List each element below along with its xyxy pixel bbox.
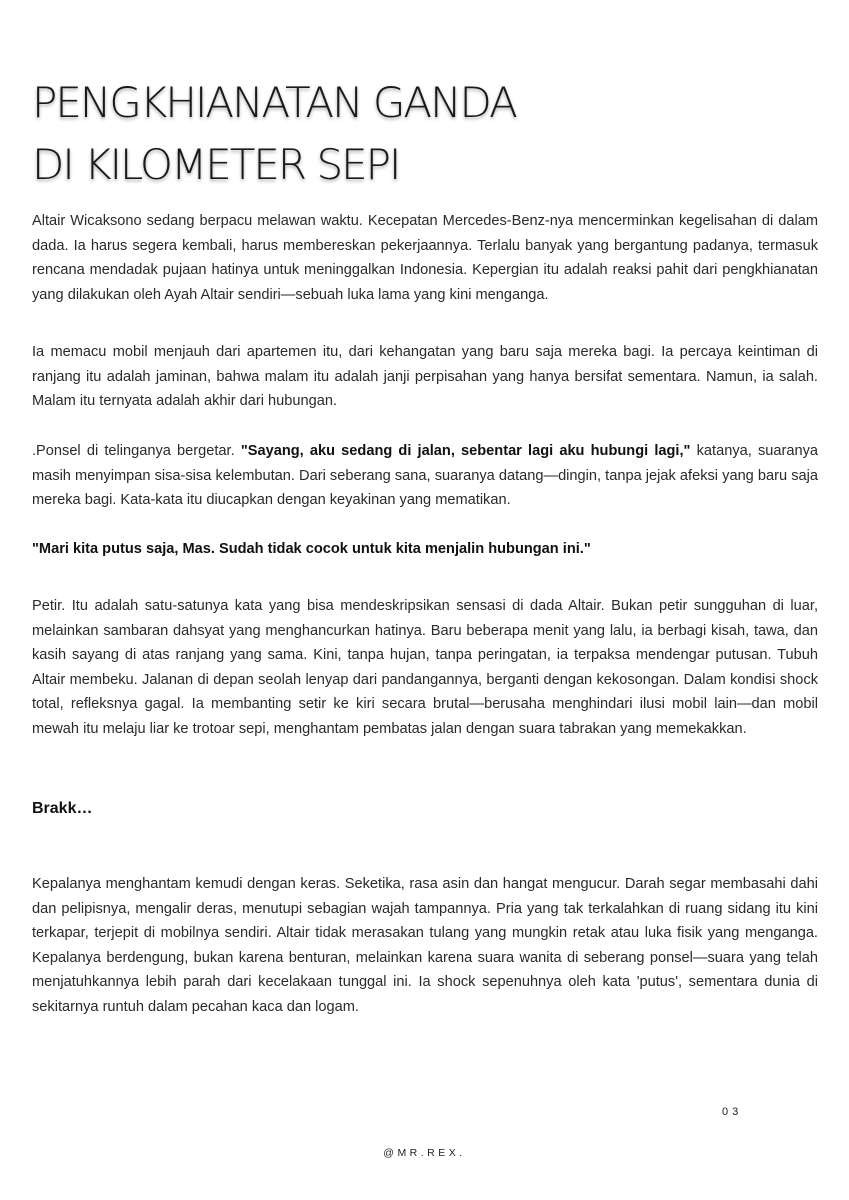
chapter-title-line-1: PENGKHIANATAN GANDA — [32, 78, 516, 127]
chapter-title — [32, 72, 516, 196]
paragraph-5: Kepalanya menghantam kemudi dengan keras. Seketika, rasa asin dan hangat mengucur. Darah segar membasahi dahi dan pelipisnya, mengalir deras, menutupi sebagian wajah tampannya. Pria yang tak terkalahkan di ruang sidang itu kini terkapar, terjepit di mobilnya sendiri. Altair tidak merasakan tulang yang mungkin retak atau luka fisik yang menganga. Kepalanya berdengung, bukan karena benturan, melainkan karena suara wanita di seberang ponsel—suara yang telah menjatuhkannya lebih parah dari kecelakaan tunggal ini. Ia shock sepenuhnya oleh kata 'putus', sementara dunia di sekitarnya runtuh dalam pecahan kaca dan logam. — [32, 876, 818, 1015]
paragraph-3-rest: katanya, suaranya masih menyimpan sisa-sisa kelembutan. Dari seberang sana, suaranya datang—dingin, tanpa jejak afeksi yang baru saja mereka bagi. Kata-kata itu diucapkan dengan keyakinan yang mematikan. — [32, 443, 818, 508]
paragraph-1: Altair Wicaksono sedang berpacu melawan waktu. Kecepatan Mercedes-Benz-nya mencerminkan kegelisahan di dalam dada. Ia harus segera kembali, harus membereskan pekerjaannya. Terlalu banyak yang bergantung padanya, termasuk rencana mendadak pujaan hatinya untuk meninggalkan Indonesia. Kepergian itu adalah reaksi pahit dari pengkhianatan yang dilakukan oleh Ayah Altair sendiri—sebuah luka lama yang kini menganga. — [32, 213, 818, 303]
breakup-quote: "Mari kita putus saja, Mas. Sudah tidak cocok untuk kita menjalin hubungan ini." — [32, 541, 591, 557]
chapter-title-line-2: DI KILOMETER SEPI — [32, 140, 400, 189]
paragraph-4: Petir. Itu adalah satu-satunya kata yang bisa mendeskripsikan sensasi di dada Altair. Bukan petir sungguhan di luar, melainkan sambaran dahsyat yang menghancurkan hatinya. Baru beberapa menit yang lalu, ia berbagi kisah, tawa, dan kasih sayang di atas ranjang yang sama. Kini, tanpa hujan, tanpa peringatan, ia terpaksa mendengar putusan. Tubuh Altair membeku. Jalanan di depan seolah lenyap dari pandangannya, berganti dengan kekosongan. Dalam kondisi shock total, refleksnya gagal. Ia membanting setir ke kiri secara brutal—berusaha menghindari ilusi mobil lain—dan mobil mewah itu melaju liar ke trotoar sepi, menghantam pembatas jalan dengan suara tabrakan yang memekakkan. — [32, 598, 818, 737]
author-handle: @MR.REX. — [383, 1147, 466, 1159]
paragraph-3-lead: .Ponsel di telinganya bergetar. — [32, 443, 241, 459]
paragraph-2: Ia memacu mobil menjauh dari apartemen itu, dari kehangatan yang baru saja mereka bagi. Ia percaya keintiman di ranjang itu adalah jaminan, bahwa malam itu adalah janji perpisahan yang hanya bersifat sementara. Namun, ia salah. Malam itu ternyata adalah akhir dari hubungan. — [32, 344, 818, 409]
paragraph-3 — [32, 439, 818, 513]
page-number: 03 — [722, 1106, 743, 1118]
paragraph-3-dialogue: "Sayang, aku sedang di jalan, sebentar lagi aku hubungi lagi," — [240, 443, 691, 459]
sound-effect-heading: Brakk… — [32, 800, 93, 817]
